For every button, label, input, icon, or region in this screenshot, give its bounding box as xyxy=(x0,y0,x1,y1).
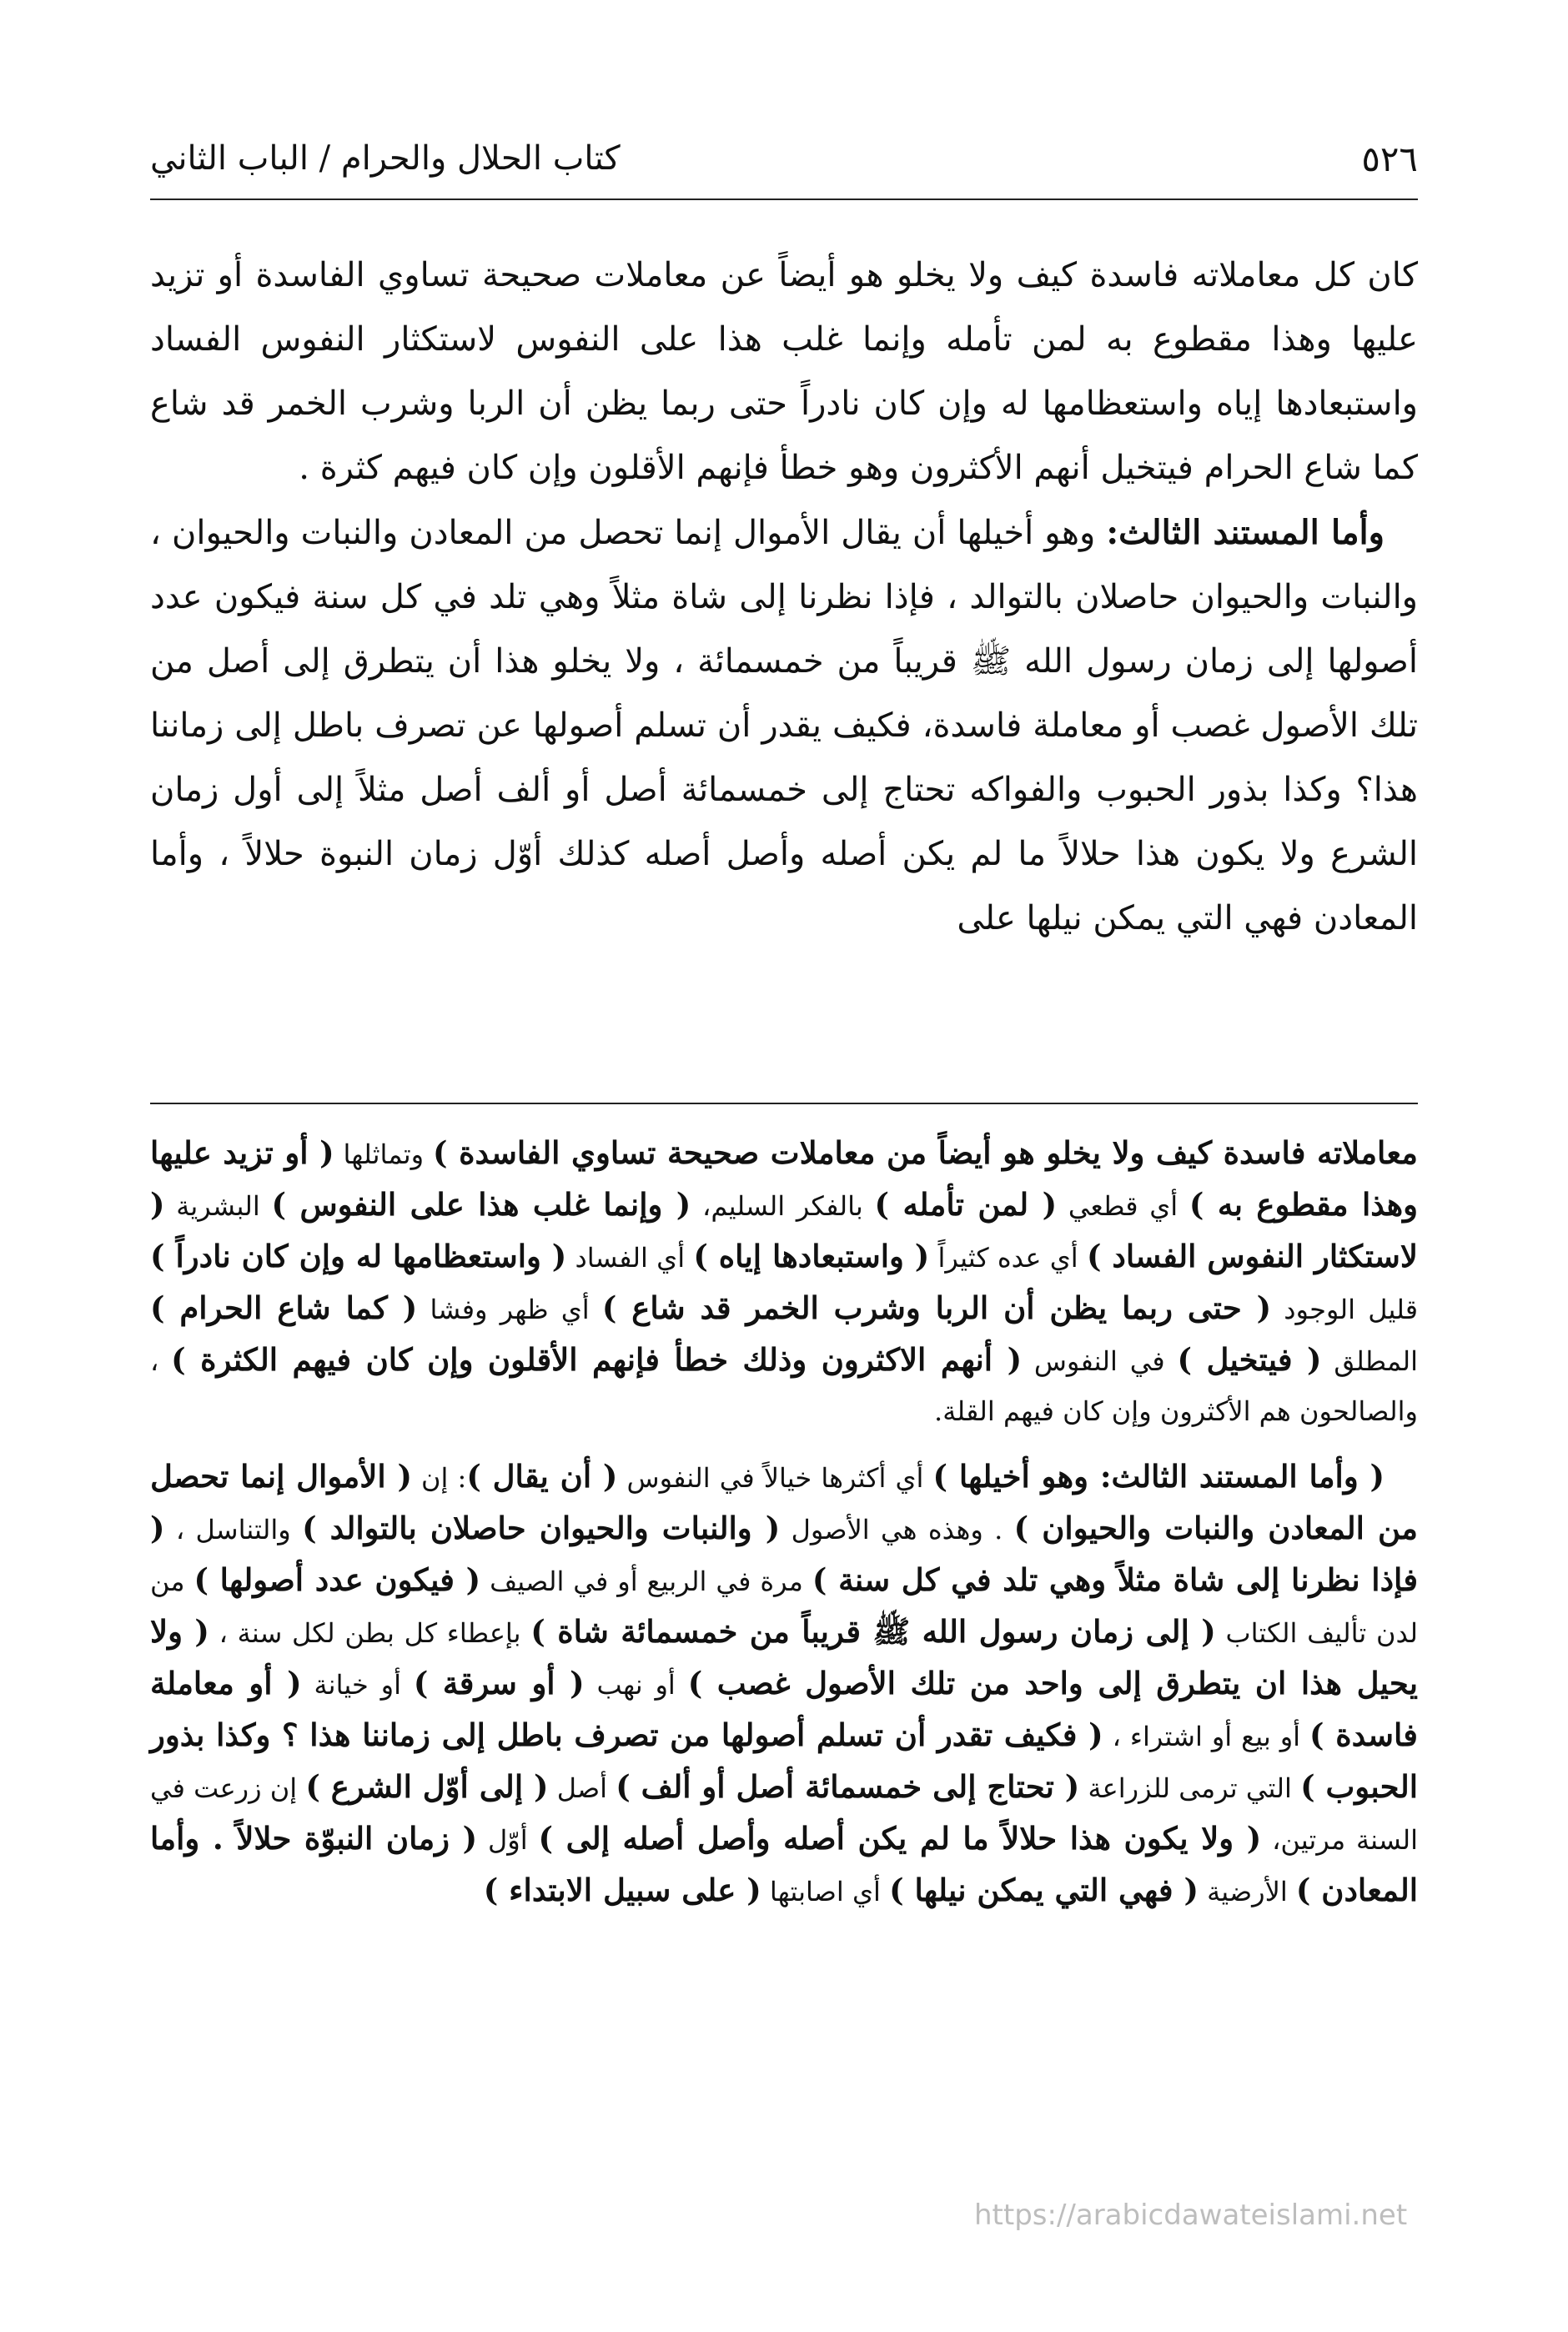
quoted-text: ( ولا يحيل هذا ان يتطرق إلى واحد من تلك الأصول غصب ) xyxy=(150,1613,1419,1701)
explanation-text: أو بيع أو اشتراء ، xyxy=(1103,1721,1310,1752)
explanation-text: إن زرعت في السنة مرتين، xyxy=(150,1772,1419,1856)
quoted-text: ( على سبيل الابتداء ) xyxy=(483,1872,761,1908)
quoted-text: ( إلى أوّل الشرع ) xyxy=(305,1768,549,1805)
quoted-text: ( ولا يكون هذا حلالاً ما لم يكن أصله وأصل أصله إلى ) xyxy=(538,1820,1262,1857)
quoted-text: ( واستبعادها إياه ) xyxy=(693,1238,930,1274)
explanation-text: قليل الوجود xyxy=(1271,1294,1419,1325)
explanation-text: بالفكر السليم، xyxy=(691,1190,875,1222)
quoted-text: ( فيكون عدد أصولها ) xyxy=(193,1561,481,1598)
main-paragraph-body: وهو أخيلها أن يقال الأموال إنما تحصل من المعادن والنبات والحيوان ، والنبات والحيوان حاصلان بالتوالد ، فإذا نظرنا إلى شاة مثلاً وهي تلد في كل سنة فيكون عدد أصولها إلى زمان رسول الله ﷺ قريباً من خمسمائة ، ولا يخلو هذا أن يتطرق إلى أصل من تلك الأصول غصب أو معاملة فاسدة، فكيف يقدر أن تسلم أصولها عن تصرف باطل إلى زماننا هذا؟ وكذا بذور الحبوب والفواكه تحتاج إلى خمسمائة أصل أو ألف أصل مثلاً إلى أول زمان الشرع ولا يكون هذا حلالاً ما لم يكن أصله وأصل أصله كذلك أوّل زمان النبوة حلالاً ، وأما المعادن فهي التي يمكن نيلها على xyxy=(150,514,1419,937)
quoted-text: ( فكيف تقدر أن تسلم أصولها من تصرف باطل إلى زماننا هذا ؟ وكذا بذور الحبوب ) xyxy=(150,1716,1419,1805)
running-header xyxy=(150,125,1418,192)
explanation-text: بإعطاء كل بطن لكل سنة ، xyxy=(209,1617,531,1649)
explanation-text: ، والصالحون هم الأكثرون وإن كان فيهم القلة. xyxy=(150,1345,1418,1427)
quoted-text: ( فهي التي يمكن نيلها ) xyxy=(889,1872,1199,1908)
running-title: كتاب الحلال والحرام / الباب الثاني xyxy=(150,139,621,178)
explanation-text: أصل xyxy=(548,1772,616,1804)
explanation-text: أي الفساد xyxy=(566,1242,694,1274)
quoted-text: ( وإنما غلب هذا على النفوس ) xyxy=(271,1186,691,1223)
commentary-paragraph xyxy=(150,1128,1418,1436)
explanation-text: أو نهب xyxy=(584,1669,688,1701)
quoted-text: ( وأما المستند الثالث: وهو أخيلها ) xyxy=(932,1458,1385,1495)
quoted-text: معاملاته فاسدة كيف ولا يخلو هو أيضاً من معاملات صحيحة تساوي الفاسدة ) xyxy=(433,1134,1418,1171)
quoted-text: ( تحتاج إلى خمسمائة أصل أو ألف ) xyxy=(616,1768,1080,1805)
explanation-text: وتماثلها xyxy=(334,1138,434,1170)
commentary xyxy=(150,1128,1418,1932)
explanation-text: . وهذه هي الأصول xyxy=(780,1514,1014,1545)
section-heading: وأما المستند الثالث: xyxy=(1106,513,1385,552)
explanation-text: المطلق xyxy=(1321,1345,1418,1377)
explanation-text: والتناسل ، xyxy=(164,1514,303,1545)
watermark-url: https://arabicdawateislami.net xyxy=(974,2199,1408,2232)
explanation-text: الأرضية xyxy=(1198,1876,1296,1907)
quoted-text: ( فيتخيل ) xyxy=(1177,1341,1322,1378)
header-divider xyxy=(150,199,1418,200)
explanation-text: من لدن تأليف الكتاب xyxy=(150,1566,1419,1649)
explanation-text: البشرية xyxy=(164,1190,272,1222)
explanation-text: مرة في الربيع أو في الصيف xyxy=(480,1566,812,1597)
quoted-text: ( حتى ربما يظن أن الربا وشرب الخمر قد شاع ) xyxy=(601,1289,1272,1326)
quoted-text: ( لمن تأمله ) xyxy=(874,1186,1058,1223)
quoted-text: ( إلى زمان رسول الله ﷺ قريباً من خمسمائة شاة ) xyxy=(530,1613,1216,1650)
quoted-text: ( كما شاع الحرام ) xyxy=(150,1289,418,1326)
explanation-text: أي أكثرها خيالاً في النفوس xyxy=(617,1462,933,1494)
explanation-text: أي عده كثيراً xyxy=(929,1242,1087,1274)
explanation-text: أي ظهر وفشا xyxy=(417,1294,602,1325)
explanation-text: أي اصابتها xyxy=(761,1876,890,1907)
quoted-text: ( لاستكثار النفوس الفساد ) xyxy=(150,1186,1419,1274)
quoted-text: ( أو سرقة ) xyxy=(413,1665,585,1701)
explanation-text: أوّل xyxy=(477,1824,539,1856)
explanation-text: في النفوس xyxy=(1022,1345,1178,1377)
explanation-text: : إن xyxy=(411,1462,467,1494)
quoted-text: ( أنهم الاكثرون وذلك خطأ فإنهم الأقلون وإن كان فيهم الكثرة ) xyxy=(171,1341,1023,1378)
explanation-text: أي قطعي xyxy=(1057,1190,1189,1222)
explanation-text: التي ترمى للزراعة xyxy=(1079,1772,1301,1804)
commentary-divider xyxy=(150,1103,1418,1104)
main-paragraph xyxy=(150,500,1418,951)
main-paragraph: كان كل معاملاته فاسدة كيف ولا يخلو هو أيضاً عن معاملات صحيحة تساوي الفاسدة أو تزيد عليها وهذا مقطوع به لمن تأمله وإنما غلب هذا على النفوس لاستكثار النفوس الفساد واستبعادها إياه واستعظامها له وإن كان نادراً حتى ربما يظن أن الربا وشرب الخمر قد شاع كما شاع الحرام فيتخيل أنهم الأكثرون وهو خطأ فإنهم الأقلون وإن كان فيهم كثرة . xyxy=(150,256,1418,487)
quoted-text: ( الأموال إنما تحصل من المعادن والنبات والحيوان ) xyxy=(150,1458,1419,1546)
quoted-text: ( أن يقال ) xyxy=(466,1458,618,1495)
quoted-text: ( والنبات والحيوان حاصلان بالتوالد ) xyxy=(302,1510,781,1546)
quoted-text: ( فإذا نظرنا إلى شاة مثلاً وهي تلد في كل سنة ) xyxy=(150,1510,1419,1598)
quoted-text: ( أو تزيد عليها وهذا مقطوع به ) xyxy=(150,1134,1419,1223)
main-text xyxy=(150,244,1418,951)
explanation-text: أو خيانة xyxy=(301,1669,414,1701)
page-number: ٥٢٦ xyxy=(1361,138,1418,179)
quoted-text: ( واستعظامها له وإن كان نادراً ) xyxy=(150,1238,567,1274)
commentary-paragraph xyxy=(150,1451,1418,1917)
quoted-text: ( زمان النبوّة حلالاً . وأما المعادن ) xyxy=(150,1820,1418,1908)
quoted-text: ( أو معاملة فاسدة ) xyxy=(150,1665,1418,1753)
